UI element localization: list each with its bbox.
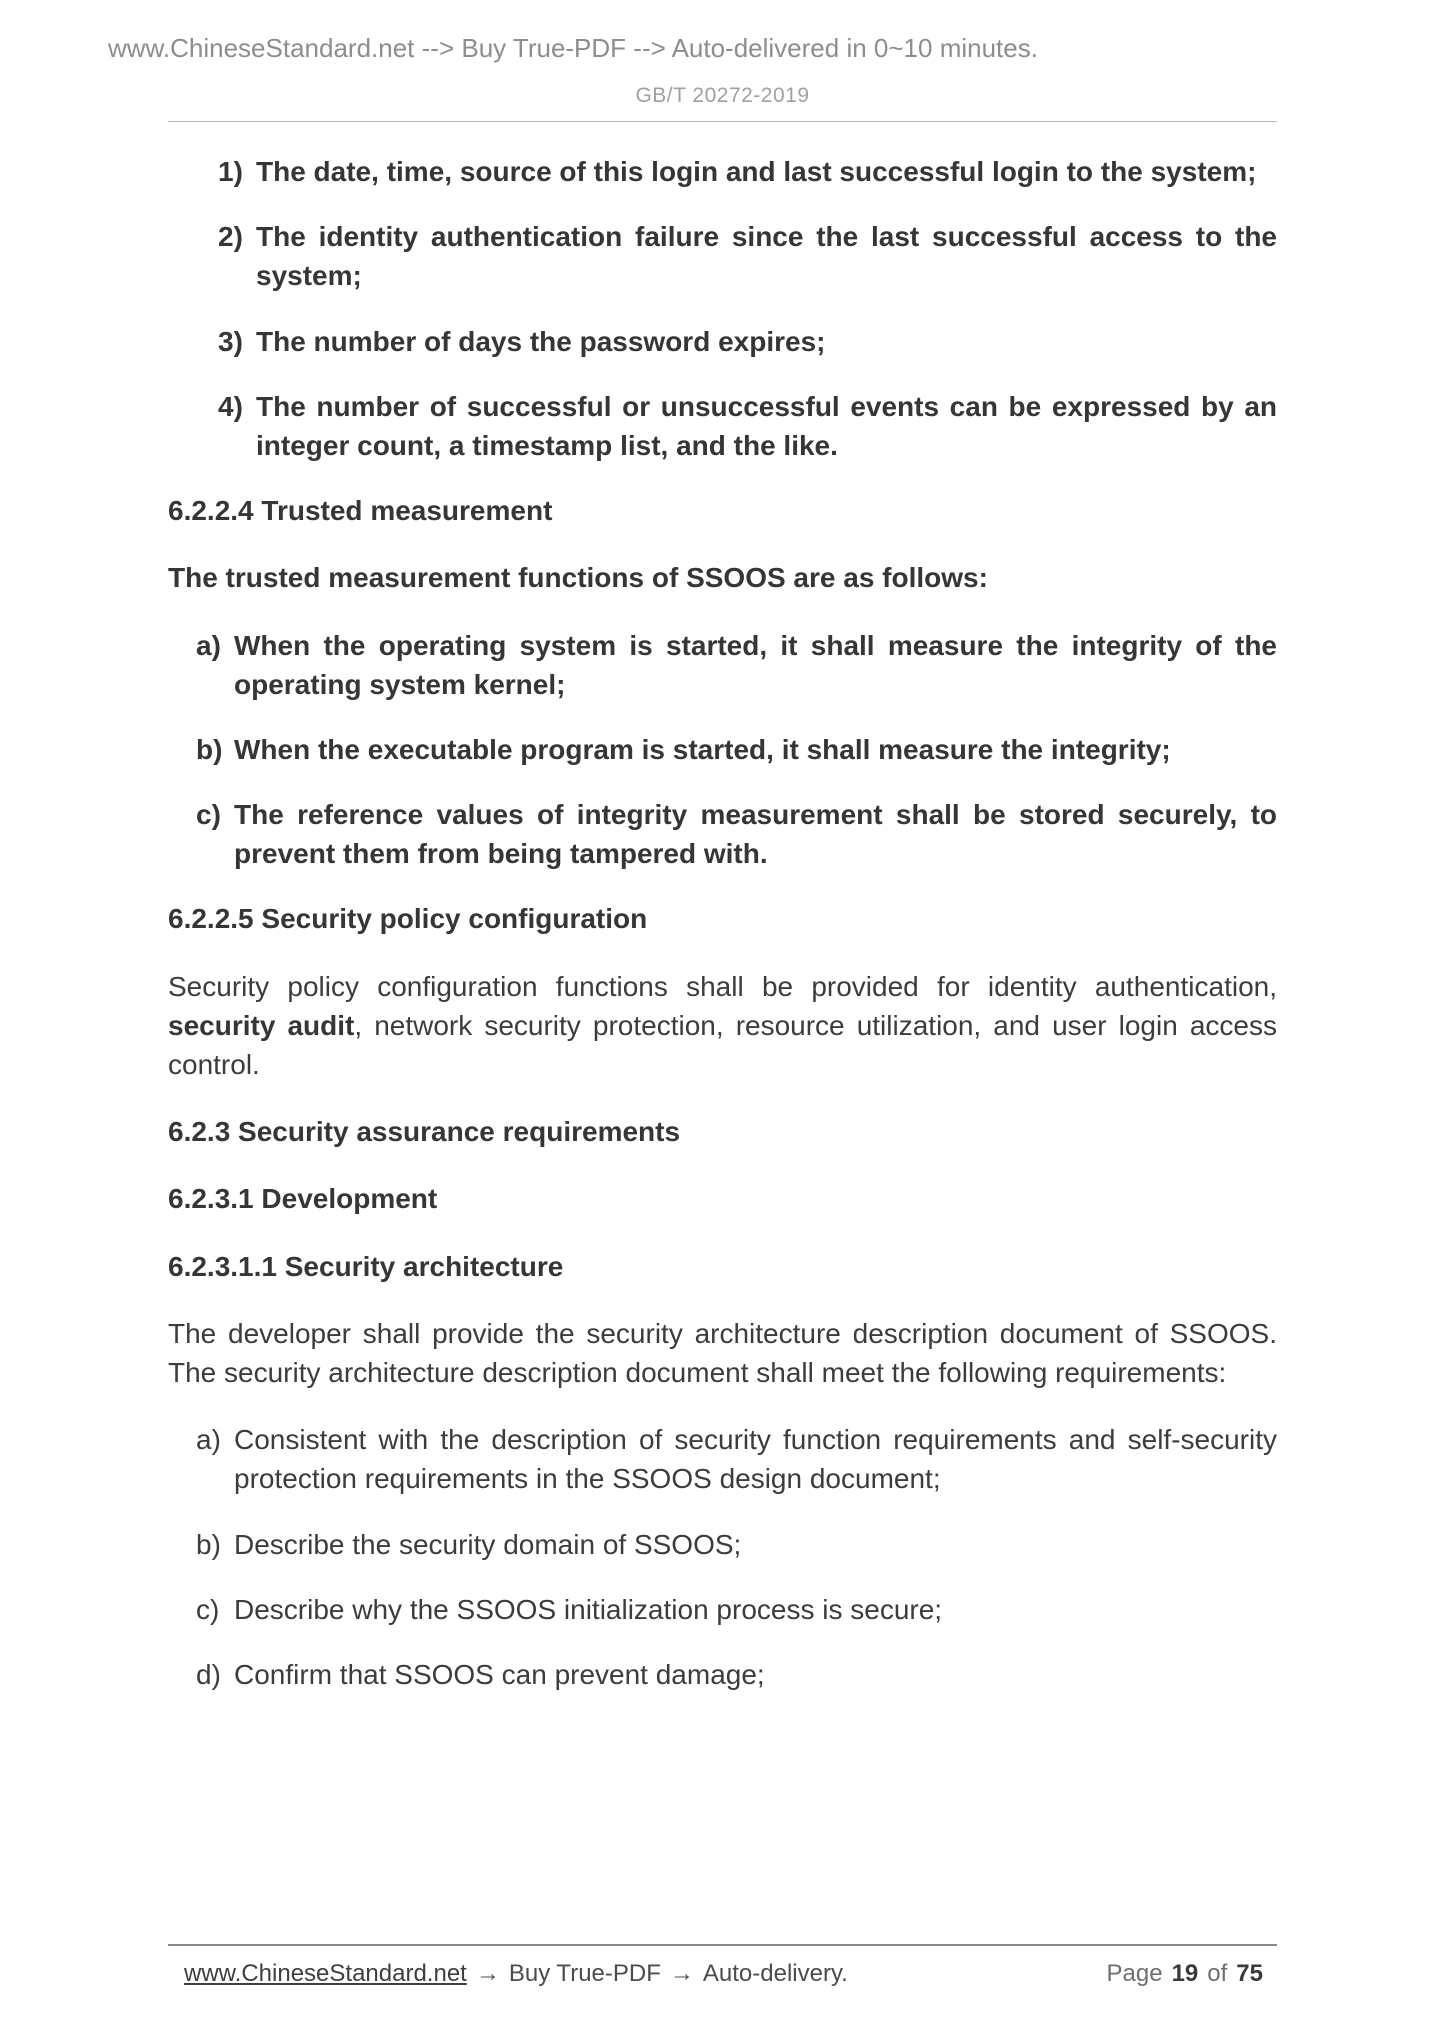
list-item — [168, 795, 1277, 873]
header-divider — [168, 121, 1277, 122]
list-item-marker: d) — [196, 1658, 221, 1690]
footer-buy-text: Buy True-PDF — [508, 1960, 661, 1987]
page-of-label: of — [1207, 1960, 1228, 1987]
policy-bold-phrase: security audit — [168, 1009, 355, 1041]
lettered-list-architecture — [168, 1420, 1277, 1694]
document-number: GB/T 20272-2019 — [635, 84, 810, 107]
list-item-marker: 1) — [218, 156, 243, 187]
page-total: 75 — [1236, 1960, 1263, 1987]
page-label: Page — [1106, 1960, 1163, 1987]
list-item-text: The number of successful or unsuccessful events can be expressed by an integer count, a timestamp list, and the like. — [256, 390, 1277, 461]
list-item-marker: a) — [196, 629, 221, 661]
page-content — [168, 152, 1277, 1720]
list-item — [168, 626, 1277, 704]
list-item-text: Confirm that SSOOS can prevent damage; — [234, 1658, 765, 1690]
arrow-icon: → — [475, 1960, 500, 1987]
paragraph-trusted-intro: The trusted measurement functions of SSOOS are as follows: — [168, 562, 988, 594]
list-item-text: The date, time, source of this login and last successful login to the system; — [256, 156, 1257, 187]
list-item — [168, 1590, 1277, 1629]
footer-row — [168, 1960, 1277, 1988]
footer-delivery-text: Auto-delivery. — [702, 1960, 848, 1987]
arrow-icon: → — [669, 1960, 694, 1987]
list-item-text: The reference values of integrity measurement shall be stored securely, to prevent them from being tampered with. — [234, 799, 1277, 870]
policy-text-start: Security policy configuration functions shall be provided for identity authentication, — [168, 970, 1277, 1002]
heading-security-policy-configuration: 6.2.2.5 Security policy configuration — [168, 903, 648, 935]
paragraph-security-policy — [168, 967, 1277, 1085]
list-item — [168, 217, 1277, 295]
list-item-marker: b) — [196, 733, 223, 765]
list-item-marker: a) — [196, 1424, 221, 1456]
list-item-marker: 3) — [218, 325, 243, 357]
heading-security-architecture: 6.2.3.1.1 Security architecture — [168, 1250, 564, 1282]
numbered-list — [168, 152, 1277, 465]
list-item-text: The number of days the password expires; — [256, 325, 826, 357]
list-item-text: Consistent with the description of security function requirements and self-security protection requirements in the SSOOS design document; — [234, 1424, 1277, 1495]
top-banner: www.ChineseStandard.net --> Buy True-PDF --> Auto-delivered in 0~10 minutes. — [108, 33, 1038, 63]
lettered-list-trusted — [168, 626, 1277, 874]
footer-divider — [168, 1944, 1277, 1946]
list-item — [168, 1655, 1277, 1694]
list-item-text: When the operating system is started, it shall measure the integrity of the operating system kernel; — [234, 629, 1277, 700]
list-item-text: The identity authentication failure since the last successful access to the system; — [256, 221, 1277, 292]
footer-site-link[interactable]: www.ChineseStandard.net — [184, 1960, 467, 1987]
policy-text-end: , network security protection, resource utilization, and user login access control. — [168, 1009, 1277, 1080]
heading-trusted-measurement: 6.2.2.4 Trusted measurement — [168, 495, 553, 527]
list-item — [168, 1420, 1277, 1498]
list-item — [168, 730, 1277, 769]
heading-development: 6.2.3.1 Development — [168, 1183, 438, 1215]
list-item — [168, 1525, 1277, 1564]
list-item — [168, 322, 1277, 361]
page-number: 19 — [1171, 1960, 1199, 1987]
list-item-marker: 4) — [218, 390, 243, 422]
list-item — [168, 387, 1277, 465]
footer-left — [184, 1960, 848, 1988]
list-item-marker: 2) — [218, 221, 243, 253]
footer-page-info — [1107, 1960, 1263, 1988]
list-item — [168, 152, 1277, 191]
list-item-text: Describe the security domain of SSOOS; — [234, 1528, 742, 1560]
list-item-marker: c) — [196, 799, 221, 831]
paragraph-developer: The developer shall provide the security architecture description document of SSOOS. The security architecture description document shall meet the following requirements: — [168, 1317, 1277, 1388]
list-item-text: When the executable program is started, it shall measure the integrity; — [234, 733, 1171, 765]
list-item-text: Describe why the SSOOS initialization process is secure; — [234, 1593, 943, 1625]
list-item-marker: b) — [196, 1528, 221, 1560]
heading-security-assurance-requirements: 6.2.3 Security assurance requirements — [168, 1116, 681, 1148]
list-item-marker: c) — [196, 1593, 220, 1625]
page-footer — [168, 1944, 1277, 1988]
